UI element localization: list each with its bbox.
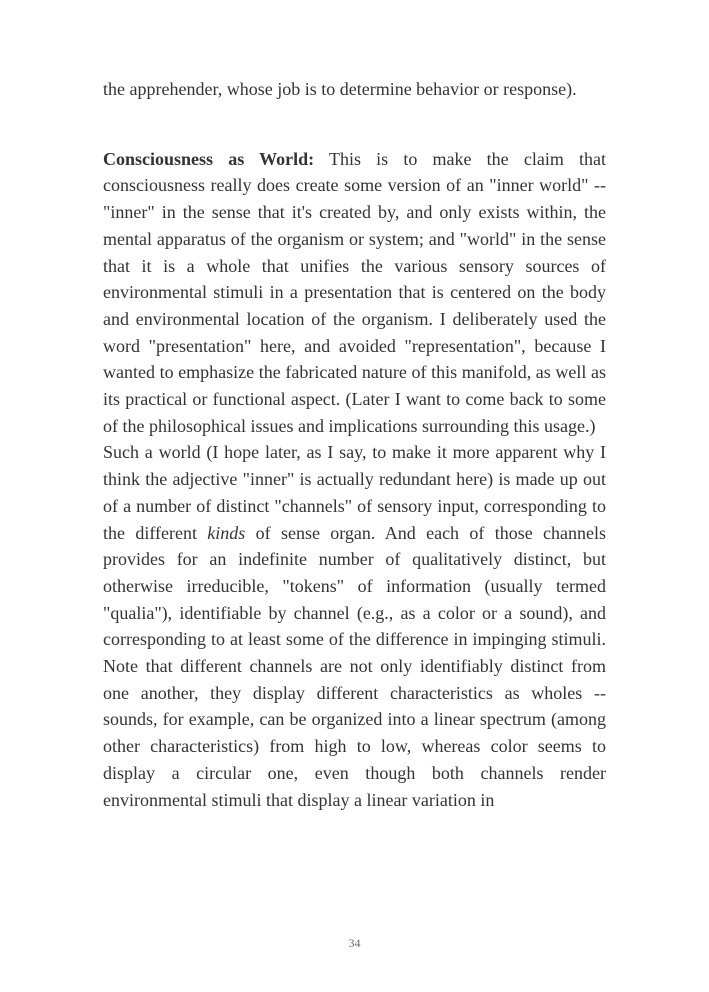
- run-in-heading: Consciousness as World:: [103, 148, 315, 169]
- paragraph-consciousness-as-world: [103, 146, 606, 440]
- paragraph-continuation: the apprehender, whose job is to determine behavior or response).: [103, 79, 577, 99]
- such-world-text-before: Such a world (I hope later, as I say, to make it more apparent why I think the adjective "inner" is actually redundant here) is made up out of a number of distinct "channels" of sensory input, corresponding to the different: [103, 442, 606, 543]
- paragraph-such-a-world: [103, 439, 606, 813]
- page-body-text: [103, 76, 606, 813]
- paragraph-consciousness-body: This is to make the claim that consciousness really does create some version of an "inner world" -- "inner" in the sense that it's created by, and only exists within, the mental apparatus of the organism or system; and "world" in the sense that it is a whole that unifies the various sensory sources of environmental stimuli in a presentation that is centered on the body and environmental location of the organism. I deliberately used the word "presentation" here, and avoided "representation", because I wanted to emphasize the fabricated nature of this manifold, as well as its practical or functional aspect. (Later I want to come back to some of the philosophical issues and implications surrounding this usage.): [103, 148, 607, 436]
- italic-word-kinds: kinds: [207, 522, 246, 543]
- page-number: 34: [348, 936, 361, 950]
- such-world-text-after: of sense organ. And each of those channels provides for an indefinite number of qualitatively distinct, but otherwise irreducible, "tokens" of information (usually termed "qualia"), identifiable by channel (e.g., as a color or a sound), and corresponding to at least some of the difference in impinging stimuli. Note that different channels are not only identifiably distinct from one another, they display different characteristics as wholes -- sounds, for example, can be organized into a linear spectrum (among other characteristics) from high to low, whereas color seems to display a circular one, even though both channels render environmental stimuli that display a linear variation in: [103, 522, 606, 810]
